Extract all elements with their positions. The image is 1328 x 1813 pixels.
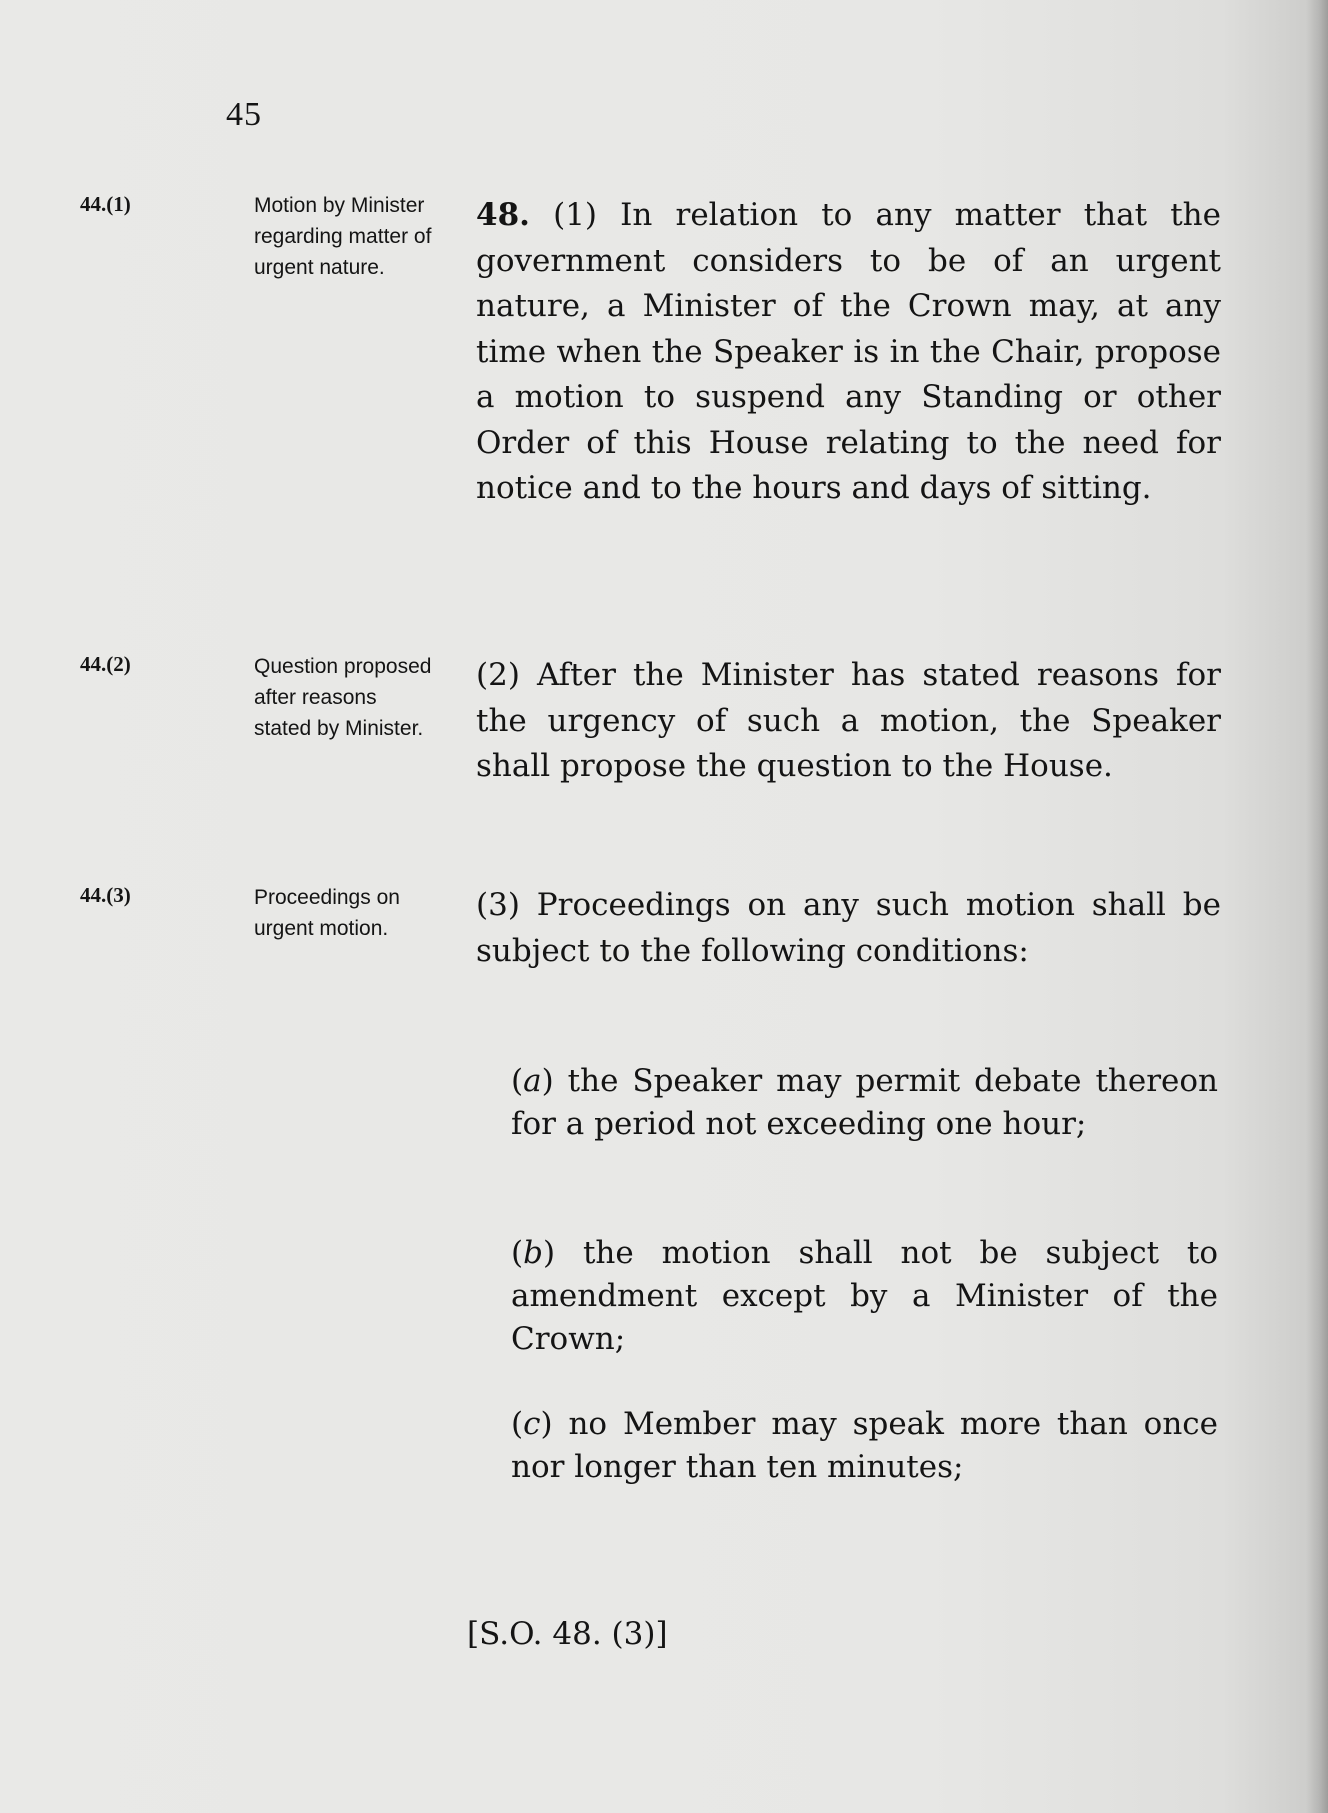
condition-a-letter: a <box>523 1063 542 1099</box>
section-48-3-text: (3) Proceedings on any such motion shall be subject to the following conditions: <box>476 887 1221 969</box>
section-48-2-paragraph <box>476 653 1221 790</box>
section-48-1-text: (1) In relation to any matter that the government considers to be of an urgent nature, a Minister of the Crown may, at any time when the Speaker is in the Chair, propose a motion to suspend any Standing or other Order of this House relating to the need for notice and to the hours and days of sitting. <box>476 197 1221 506</box>
former-reference-44-1: 44.(1) <box>80 192 131 216</box>
condition-b-text: the motion shall not be subject to amendment except by a Minister of the Crown; <box>511 1235 1219 1357</box>
marginal-note-motion-by-minister: Motion by Minister regarding matter of urgent nature. <box>254 194 432 279</box>
condition-c-text: no Member may speak more than once nor longer than ten minutes; <box>511 1406 1218 1485</box>
page-number: 45 <box>226 96 262 133</box>
condition-b-letter: b <box>523 1235 543 1271</box>
former-reference-44-3: 44.(3) <box>80 883 131 907</box>
marginal-note-question-proposed: Question proposed after reasons stated by Minister. <box>254 655 432 740</box>
section-48-2-text: (2) After the Minister has stated reasons for the urgency of such a motion, the Speaker shall propose the question to the House. <box>476 657 1221 784</box>
condition-c: (c) no Member may speak more than once nor longer than ten minutes; <box>511 1406 1218 1485</box>
condition-c-letter: c <box>523 1406 541 1442</box>
page-edge-shadow <box>1306 0 1328 1813</box>
section-48-1-paragraph <box>476 193 1221 512</box>
section-number: 48. <box>476 197 530 233</box>
former-reference-44-2: 44.(2) <box>80 652 131 676</box>
condition-a: (a) the Speaker may permit debate thereon for a period not exceeding one hour; <box>511 1063 1219 1142</box>
condition-a-text: the Speaker may permit debate thereon for a period not exceeding one hour; <box>511 1063 1219 1142</box>
marginal-note-proceedings-on-urgent-motion: Proceedings on urgent motion. <box>254 886 400 940</box>
condition-b: (b) the motion shall not be subject to amendment except by a Minister of the Crown; <box>511 1235 1219 1357</box>
section-48-3-paragraph <box>476 883 1221 974</box>
standing-order-citation: [S.O. 48. (3)] <box>467 1616 668 1652</box>
